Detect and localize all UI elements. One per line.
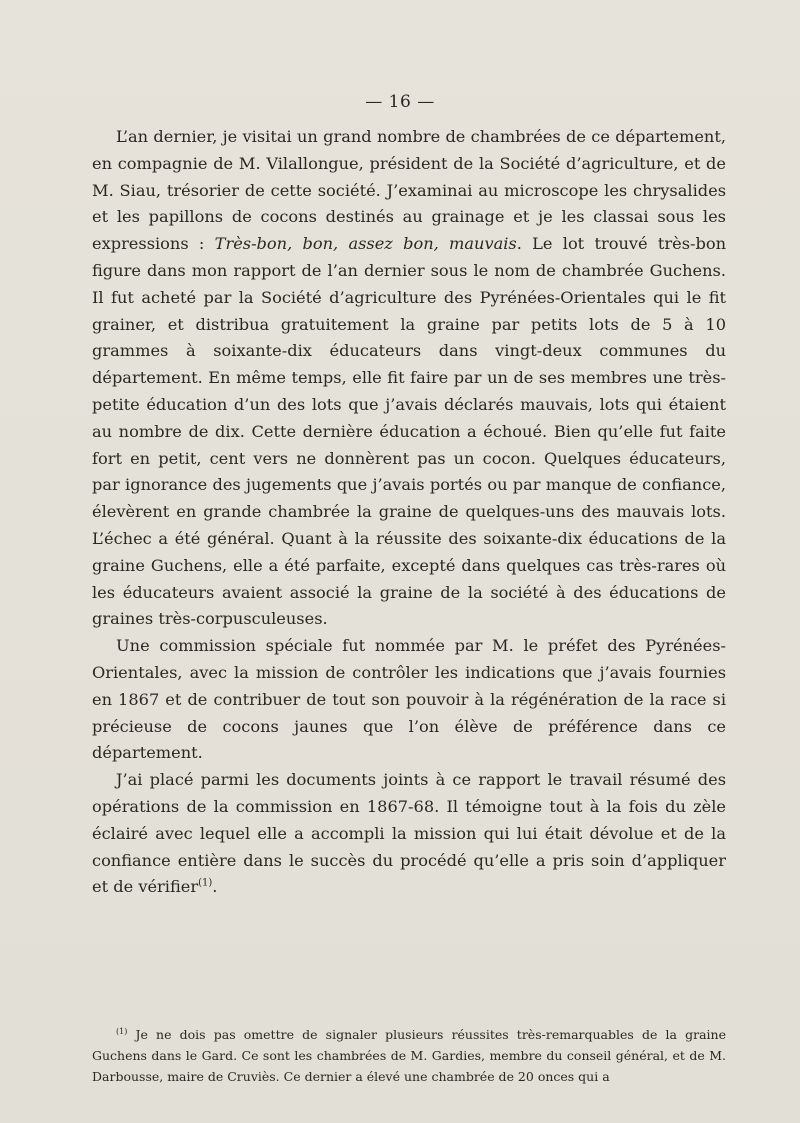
footnote [92, 1024, 726, 1087]
footnote-reference: (1) [198, 877, 213, 889]
footnote-marker: (1) [116, 1026, 128, 1036]
footnote-paragraph [92, 1024, 726, 1087]
body-text [92, 124, 726, 901]
footnote-text: Je ne dois pas omettre de signaler plusieurs réussites très-remarquables de la graine Guchens dans le Gard. Ce sont les chambrées de M. Gardies, membre du conseil général, et de M. Darbousse, maire de Cruviès. Ce dernier a élevé une chambrée de 20 onces qui a [92, 1027, 726, 1084]
paragraph-1-part-b: . Le lot trouvé très-bon figure dans mon rapport de l’an dernier sous le nom de chambrée Guchens. Il fut acheté par la Société d’agriculture des Pyrénées-Orientales qui le fit grainer, et distribua gratuitement la graine par petits lots de 5 à 10 grammes à soixante-dix éducateurs dans vingt-deux communes du département. En même temps, elle fit faire par un de ses membres une très-petite éducation d’un des lots que j’avais déclarés mauvais, lots qui étaient au nombre de dix. Cette dernière éducation a échoué. Bien qu’elle fut faite fort en petit, cent vers ne donnèrent pas un cocon. Quelques éducateurs, par ignorance des jugements que j’avais portés ou par manque de confiance, élevèrent en grande chambrée la graine de quelques-uns des mauvais lots. L’échec a été général. Quant à la réussite des soixante-dix éducations de la graine Guchens, elle a été parfaite, excepté dans quelques cas très-rares où les éducateurs avaient associé la graine de la société à des éducations de graines très-corpusculeuses. [92, 234, 727, 629]
paragraph-2: Une commission spéciale fut nommée par M. le préfet des Pyrénées-Orientales, avec la mission de contrôler les indications que j’avais fournies en 1867 et de contribuer de tout son pouvoir à la régénération de la race si précieuse de cocons jaunes que l’on élève de préférence dans ce département. [92, 636, 726, 763]
paragraph-1-part-a: L’an dernier, je visitai un grand nombre de chambrées de ce département, en compagnie de M. Vilallongue, président de la Société d’agriculture, et de M. Siau, trésorier de cette société. J’examinai au microscope les chrysalides et les papillons de cocons destinés au grainage et je les classai sous les expressions : [92, 127, 726, 254]
paragraph-3-end: . [212, 877, 218, 897]
paragraph-3 [92, 767, 726, 901]
paragraph-3-text: J’ai placé parmi les documents joints à ce rapport le travail résumé des opérations de la commission en 1867-68. Il témoigne tout à la fois du zèle éclairé avec lequel elle a accompli la mission qui lui était dévolue et de la confiance entière dans le succès du procédé qu’elle a pris soin d’appliquer et de vérifier [92, 770, 726, 897]
quality-grades: Très-bon, bon, assez bon, mauvais [214, 234, 517, 254]
page-number: — 16 — [365, 92, 435, 112]
paragraph-1 [92, 124, 726, 633]
